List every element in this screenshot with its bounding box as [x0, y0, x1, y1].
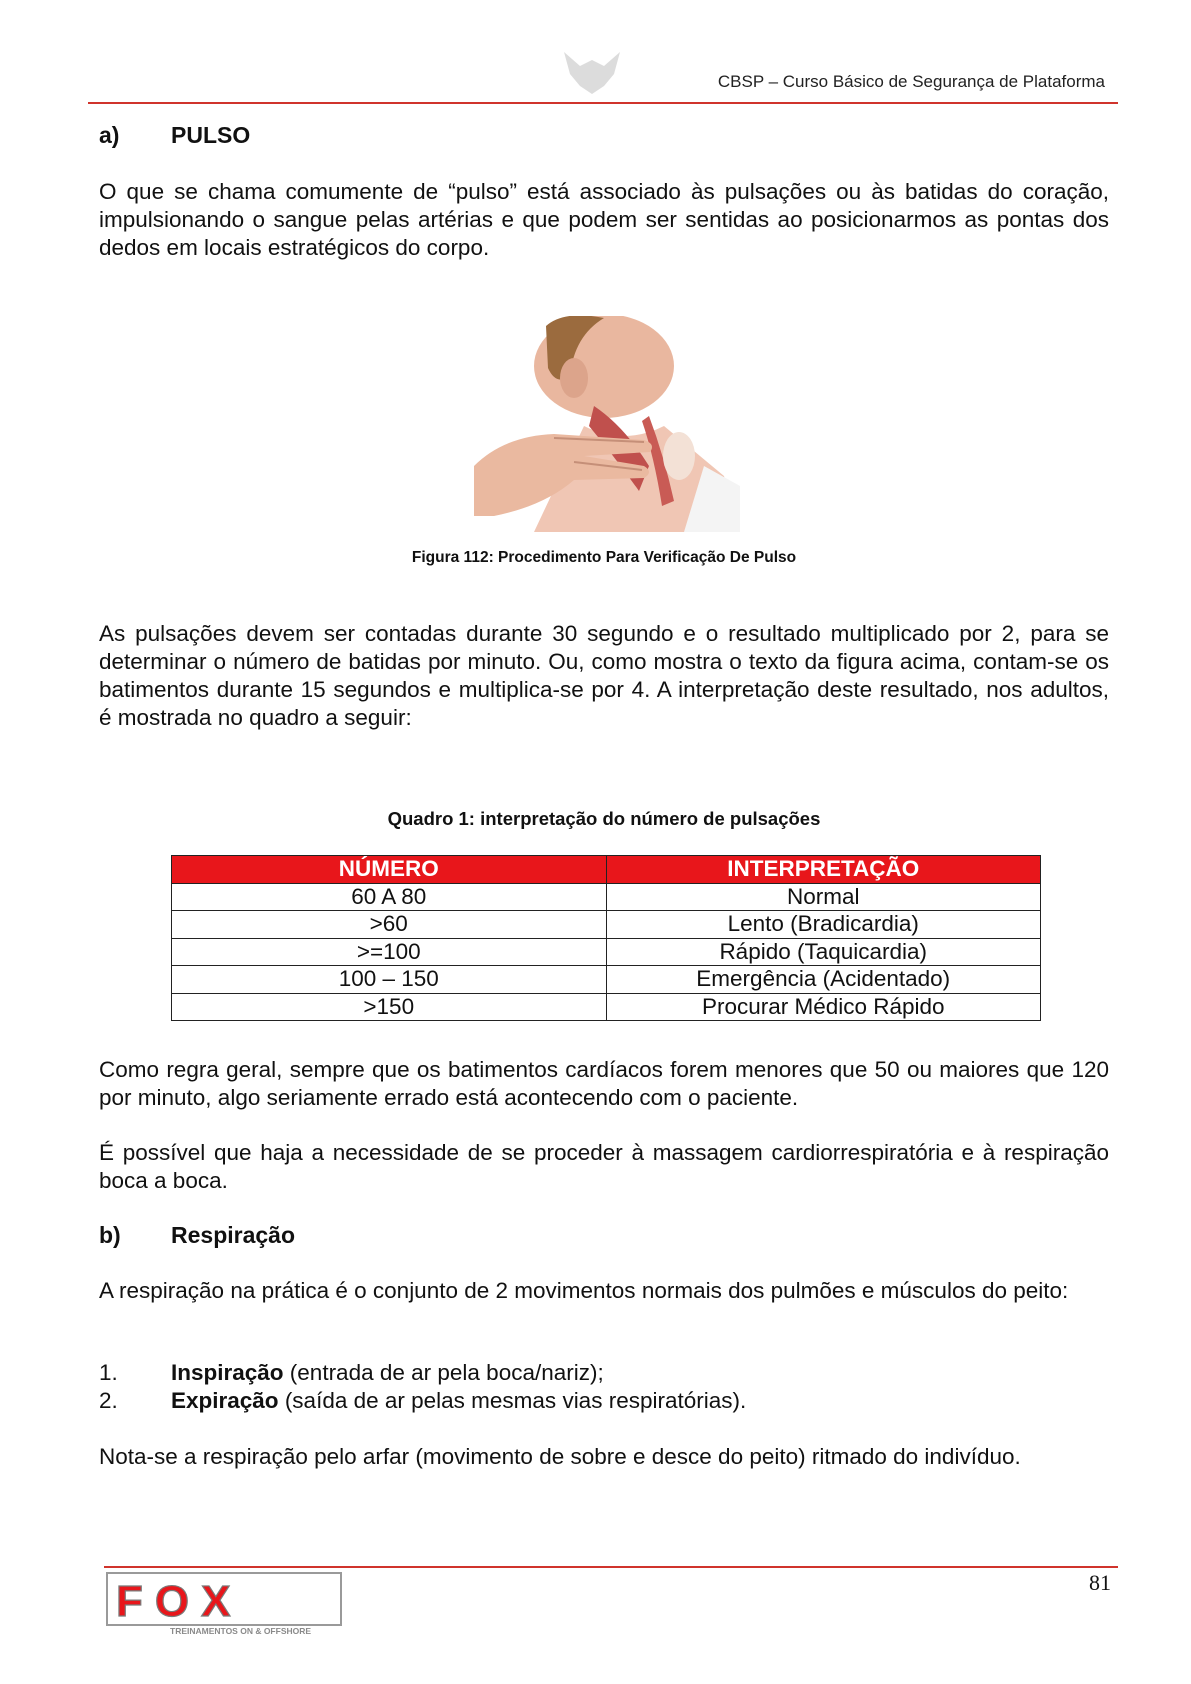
fox-watermark-icon [560, 48, 624, 98]
list-item-term: Expiração [171, 1388, 279, 1413]
table-row [172, 993, 1041, 1021]
figure-caption: Figura 112: Procedimento Para Verificação De Pulso [411, 549, 797, 566]
table-cell-numero: 60 A 80 [172, 883, 607, 911]
massagem-paragraph: É possível que haja a necessidade de se proceder à massagem cardiorrespiratória e à respiração boca a boca. [99, 1140, 1109, 1193]
table-row [172, 911, 1041, 939]
table-cell-interpretacao: Lento (Bradicardia) [606, 911, 1041, 939]
list-item-number: 1. [99, 1360, 118, 1385]
regra-geral-paragraph: Como regra geral, sempre que os batimentos cardíacos forem menores que 50 ou maiores que 120 por minuto, algo seriamente errado está acontecendo com o paciente. [99, 1057, 1109, 1110]
section-b-letter: b) [99, 1222, 121, 1248]
fox-logo [106, 1572, 342, 1636]
pulse-check-illustration [474, 316, 740, 532]
list-item [171, 1360, 604, 1386]
table-row [172, 883, 1041, 911]
table-cell-interpretacao: Procurar Médico Rápido [606, 993, 1041, 1021]
list-item [171, 1388, 746, 1414]
footer-rule [104, 1566, 1118, 1568]
section-a-letter: a) [99, 122, 120, 148]
header-rule [88, 102, 1118, 104]
pulso-intro-paragraph: O que se chama comumente de “pulso” está associado às pulsações ou às batidas do coração, impulsionando o sangue pelas artérias e que podem ser sentidas ao posicionarmos as pontas dos dedos em locais estratégicos do corpo. [99, 179, 1109, 260]
table-cell-interpretacao: Emergência (Acidentado) [606, 966, 1041, 994]
table-row [172, 938, 1041, 966]
respiracao-intro-paragraph: A respiração na prática é o conjunto de 2 movimentos normais dos pulmões e músculos do peito: [99, 1278, 1069, 1303]
section-a-heading [0, 122, 600, 152]
section-a-title: PULSO [171, 122, 251, 148]
table-cell-numero: >=100 [172, 938, 607, 966]
column-header-numero: NÚMERO [172, 856, 607, 884]
list-item-description: (saída de ar pelas mesmas vias respiratórias). [278, 1388, 747, 1413]
column-header-interpretacao: INTERPRETAÇÃO [606, 856, 1041, 884]
respiracao-note-paragraph: Nota-se a respiração pelo arfar (movimento de sobre e desce do peito) ritmado do indivíduo. [99, 1444, 1021, 1469]
section-b-heading [0, 1222, 600, 1252]
pulse-interpretation-table [171, 855, 1041, 1021]
table-header-row [172, 856, 1041, 884]
pulsacoes-paragraph: As pulsações devem ser contadas durante 30 segundo e o resultado multiplicado por 2, para se determinar o número de batidas por minuto. Ou, como mostra o texto da figura acima, contam-se os batimentos durante 15 segundos e multiplica-se por 4. A interpretação deste resultado, nos adultos, é mostrada no quadro a seguir: [99, 621, 1109, 730]
logo-wordmark: FOX [116, 1577, 243, 1626]
table-cell-interpretacao: Rápido (Taquicardia) [606, 938, 1041, 966]
header-title: CBSP – Curso Básico de Segurança de Plataforma [717, 72, 1105, 91]
section-b-title: Respiração [171, 1222, 296, 1248]
logo-tagline: TREINAMENTOS ON & OFFSHORE [170, 1626, 312, 1636]
table-cell-numero: >60 [172, 911, 607, 939]
table-cell-numero: >150 [172, 993, 607, 1021]
page-number: 81 [1089, 1570, 1111, 1595]
list-item-term: Inspiração [171, 1360, 284, 1385]
quadro-title: Quadro 1: interpretação do número de pulsações [387, 808, 821, 829]
list-item-number: 2. [99, 1388, 118, 1413]
table-cell-numero: 100 – 150 [172, 966, 607, 994]
table-row [172, 966, 1041, 994]
list-item-description: (entrada de ar pela boca/nariz); [283, 1360, 604, 1385]
table-cell-interpretacao: Normal [606, 883, 1041, 911]
